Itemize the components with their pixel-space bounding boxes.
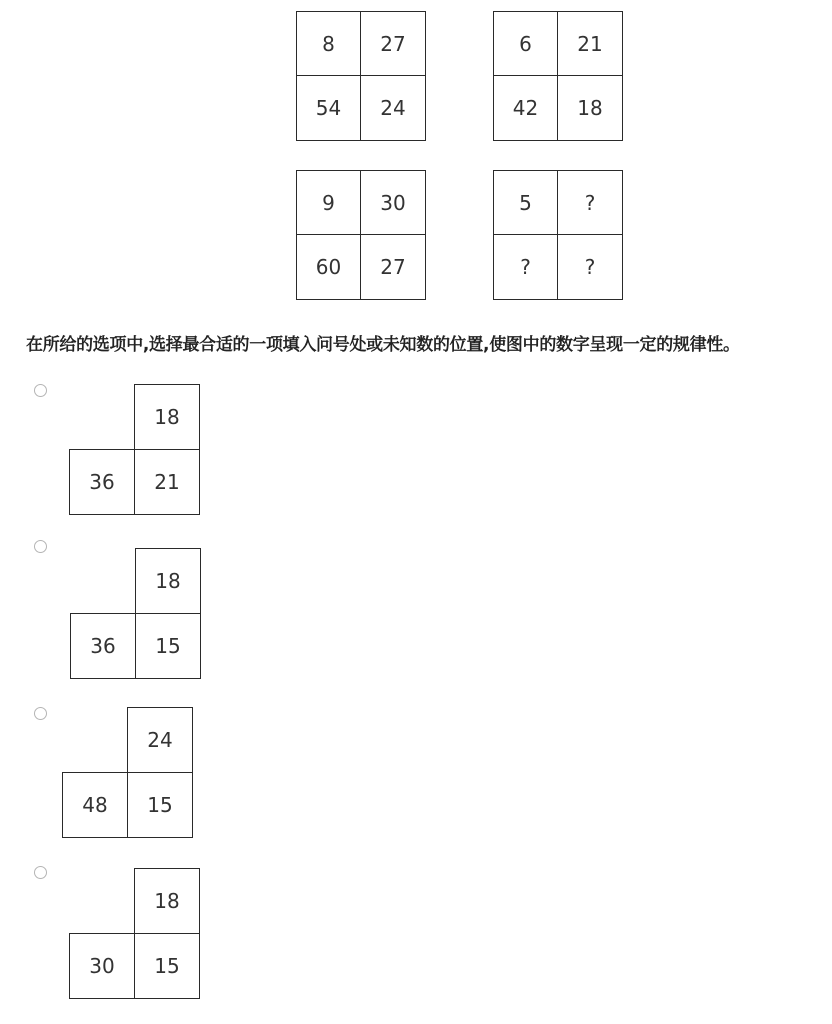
grid-cell: 24 [380,96,406,120]
grid-cell: 27 [361,12,425,76]
option-cell: 15 [127,772,193,838]
option-cell: 15 [134,933,200,999]
option-c-figure[interactable] [62,707,194,839]
option-a-radio[interactable] [34,384,47,397]
option-a-figure[interactable] [69,384,201,516]
question-text: 在所给的选项中,选择最合适的一项填入问号处或未知数的位置,使图中的数字呈现一定的规律性。 [26,335,740,355]
option-cell: 36 [69,449,135,515]
puzzle-grid-4 [493,170,623,300]
grid-cell-unknown: ? [558,171,622,235]
grid-cell: 27 [380,255,406,279]
option-cell: 18 [134,384,200,450]
grid-cell: 54 [297,76,361,140]
grid-cell: 42 [494,76,558,140]
option-d-figure[interactable] [69,868,201,1000]
option-cell: 15 [135,613,201,679]
grid-cell: 30 [361,171,425,235]
option-c-radio[interactable] [34,707,47,720]
grid-cell: 9 [297,171,361,235]
grid-cell: 8 [297,12,361,76]
grid-cell: 6 [494,12,558,76]
option-d-radio[interactable] [34,866,47,879]
grid-cell: 60 [297,235,361,299]
option-cell: 18 [134,868,200,934]
option-b-radio[interactable] [34,540,47,553]
grid-cell: 5 [494,171,558,235]
puzzle-grid-2 [493,11,623,141]
option-cell: 36 [70,613,136,679]
puzzle-grid-3 [296,170,426,300]
option-cell: 30 [69,933,135,999]
grid-cell: 18 [577,96,603,120]
option-cell: 18 [135,548,201,614]
grid-cell: 21 [558,12,622,76]
option-cell: 24 [127,707,193,773]
option-cell: 48 [62,772,128,838]
grid-cell-unknown: ? [584,255,596,279]
grid-cell-unknown: ? [494,235,558,299]
option-cell: 21 [134,449,200,515]
puzzle-grid-1 [296,11,426,141]
option-b-figure[interactable] [70,548,202,680]
